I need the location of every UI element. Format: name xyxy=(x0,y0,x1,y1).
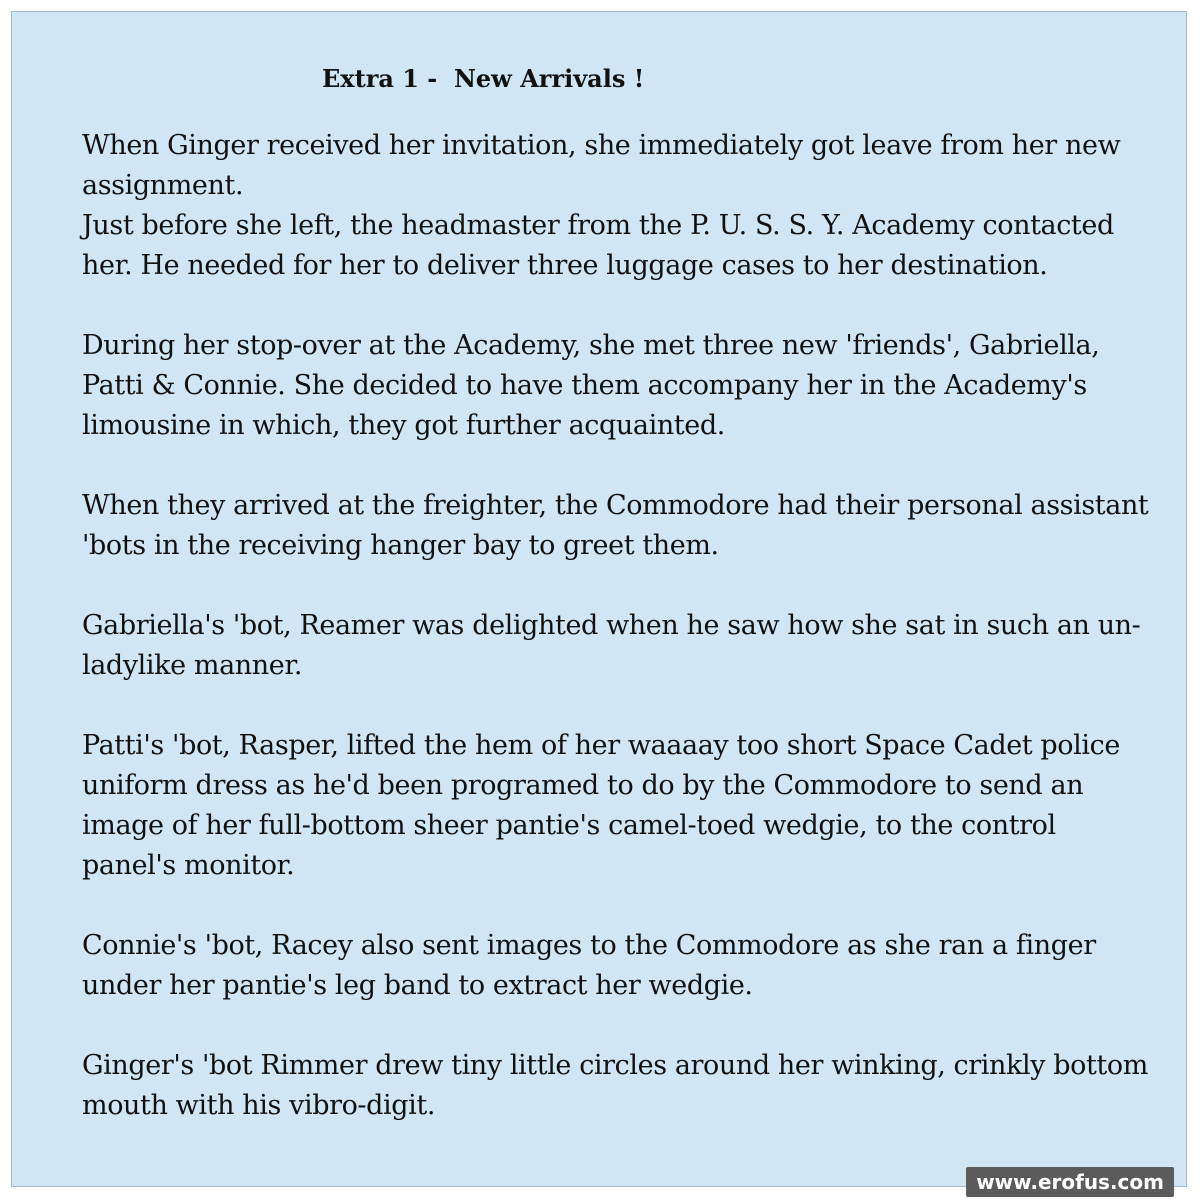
paragraph: During her stop-over at the Academy, she met three new 'friends', Gabriella, Patti & Connie. She decided to have them accompany her in the Academy's limousine in which, they got further acquainted. xyxy=(82,330,1100,441)
paragraph: Gabriella's 'bot, Reamer was delighted when he saw how she sat in such an un-ladylike manner. xyxy=(82,610,1141,681)
watermark: www.erofus.com xyxy=(966,1167,1174,1197)
text-panel xyxy=(11,11,1187,1187)
paragraph: Connie's 'bot, Racey also sent images to the Commodore as she ran a finger under her pantie's leg band to extract her wedgie. xyxy=(82,930,1096,1001)
paragraph: Just before she left, the headmaster from the P. U. S. S. Y. Academy contacted her. He needed for her to deliver three luggage cases to her destination. xyxy=(82,210,1114,281)
paragraph: Patti's 'bot, Rasper, lifted the hem of her waaaay too short Space Cadet police uniform dress as he'd been programed to do by the Commodore to send an image of her full-bottom sheer pantie's camel-toed wedgie, to the control panel's monitor. xyxy=(82,730,1120,881)
paragraph: When they arrived at the freighter, the Commodore had their personal assistant 'bots in the receiving hanger bay to greet them. xyxy=(82,490,1149,561)
story-body xyxy=(82,126,1152,1126)
paragraph: When Ginger received her invitation, she immediately got leave from her new assignment. xyxy=(82,130,1121,201)
page-title: Extra 1 - New Arrivals ! xyxy=(322,64,645,93)
paragraph: Ginger's 'bot Rimmer drew tiny little circles around her winking, crinkly bottom mouth with his vibro-digit. xyxy=(82,1050,1148,1121)
